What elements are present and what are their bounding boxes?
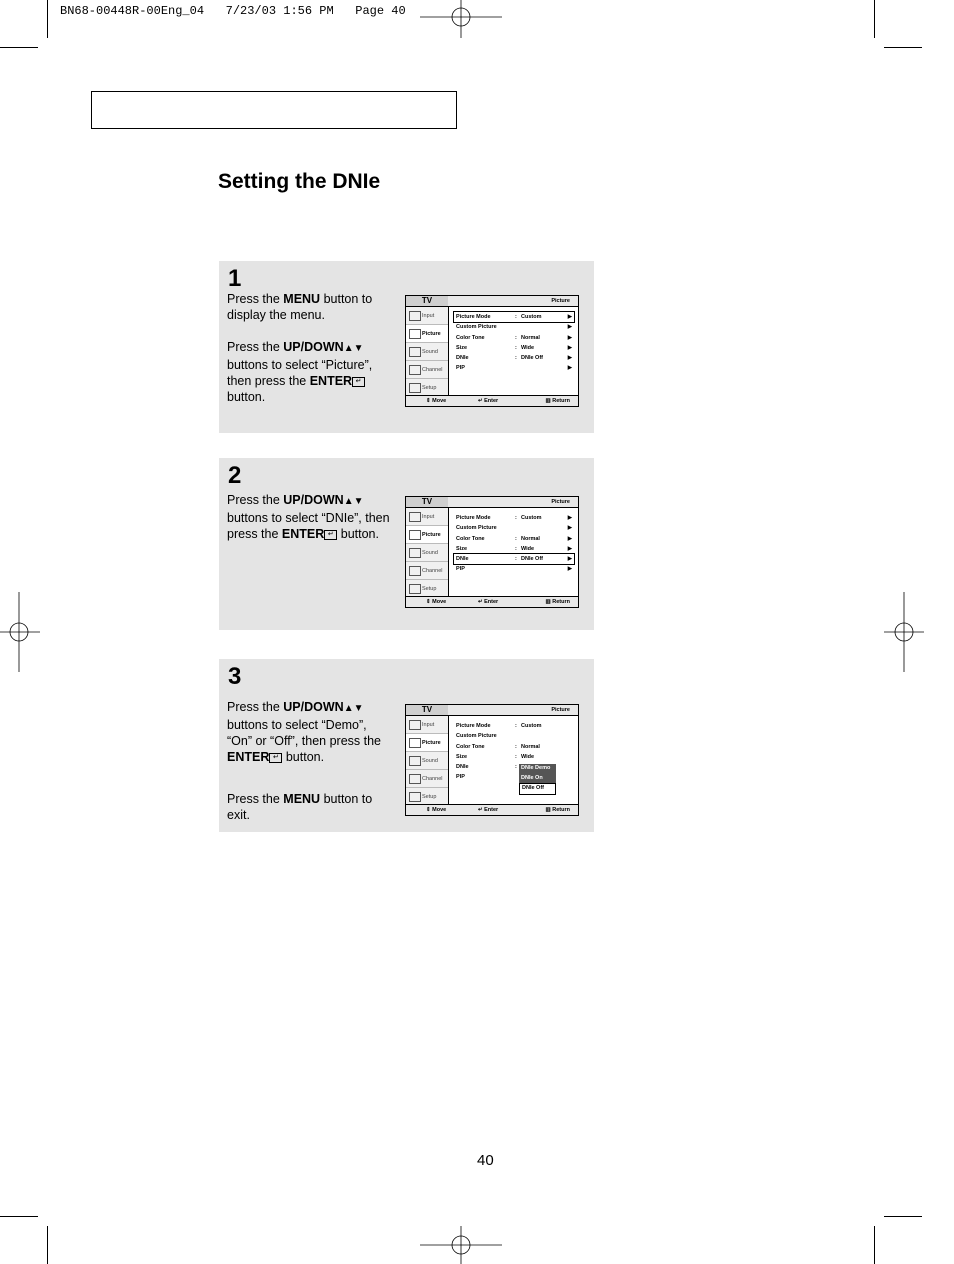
crop-mark (884, 47, 922, 48)
picture-icon (409, 738, 421, 748)
step-3-panel (219, 659, 594, 832)
sound-icon (409, 347, 421, 357)
crop-mark (874, 1226, 875, 1264)
channel-icon (409, 774, 421, 784)
enter-icon: ↵ (324, 530, 337, 540)
page-number: 40 (477, 1152, 494, 1169)
step-text: Press the UP/DOWN▲▼ buttons to select “Demo”, “On” or “Off”, then press the ENTER ↵ button. Press the MENU button to exit. (227, 700, 381, 822)
input-icon (409, 720, 421, 730)
registration-mark (420, 1226, 502, 1264)
step-2-panel (219, 458, 594, 630)
channel-icon (409, 365, 421, 375)
step-number: 3 (228, 663, 242, 690)
enter-icon: ↵ (352, 377, 365, 387)
crop-mark (874, 0, 875, 38)
up-down-arrows-icon: ▲▼ (343, 496, 364, 507)
sound-icon (409, 756, 421, 766)
picture-icon (409, 329, 421, 339)
crop-mark (0, 1216, 38, 1217)
sound-icon (409, 548, 421, 558)
print-slug: BN68-00448R-00Eng_04 7/23/03 1:56 PM Page 40 (60, 4, 406, 18)
input-icon (409, 512, 421, 522)
tv-menu-screen: TV Picture Input Picture Sound Channel Setup Picture Mode : Custom Custom Picture Color Tone : Normal Size : Wide DNIe : PIP DNIe Demo DNIe On DNIe Off ⇕ Move ↵ Enter ▥ Return (405, 704, 579, 816)
setup-icon (409, 584, 421, 594)
picture-icon (409, 530, 421, 540)
registration-mark (420, 0, 502, 38)
step-text: Press the MENU button to display the menu. Press the UP/DOWN▲▼ buttons to select “Picture”, then press the ENTER ↵ button. (227, 292, 373, 404)
up-down-arrows-icon: ▲▼ (343, 343, 364, 354)
enter-icon: ↵ (269, 753, 282, 763)
step-text: Press the UP/DOWN▲▼ buttons to select “DNIe”, then press the ENTER ↵ button. (227, 493, 390, 541)
registration-mark (0, 592, 40, 672)
crop-mark (47, 0, 48, 38)
setup-icon (409, 792, 421, 802)
crop-mark (47, 1226, 48, 1264)
tv-menu-screen: TV Picture Input Picture Sound Channel Setup Picture Mode : Custom ▶ Custom Picture ▶ Color Tone : Normal ▶ Size : Wide ▶ DNIe : DNIe Off ▶ PIP ▶ ⇕ Move ↵ Enter ▥ Return (405, 295, 579, 407)
page-title: Setting the DNIe (218, 170, 381, 193)
dnie-options-popup: DNIe Demo DNIe On DNIe Off (519, 764, 556, 795)
tv-menu-screen: TV Picture Input Picture Sound Channel Setup Picture Mode : Custom ▶ Custom Picture ▶ Color Tone : Normal ▶ Size : Wide ▶ DNIe : DNIe Off ▶ PIP ▶ ⇕ Move ↵ Enter ▥ Return (405, 496, 579, 608)
crop-mark (0, 47, 38, 48)
up-down-arrows-icon: ▲▼ (343, 703, 364, 714)
channel-icon (409, 566, 421, 576)
step-number: 2 (228, 462, 242, 489)
step-number: 1 (228, 265, 242, 292)
header-box (91, 91, 457, 129)
setup-icon (409, 383, 421, 393)
input-icon (409, 311, 421, 321)
step-1-panel (219, 261, 594, 433)
registration-mark (884, 592, 924, 672)
crop-mark (884, 1216, 922, 1217)
